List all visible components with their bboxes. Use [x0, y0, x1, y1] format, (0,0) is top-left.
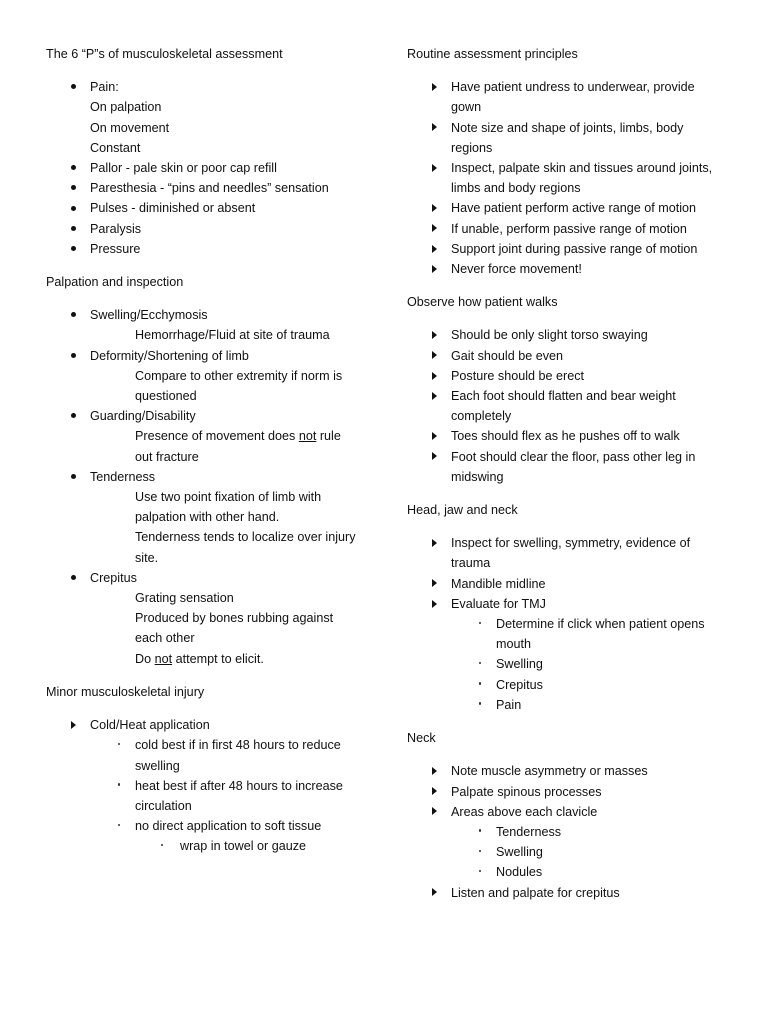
crepitus-sub-line: Do not attempt to elicit.: [135, 651, 264, 666]
arrow-bullet-icon: [427, 325, 441, 345]
arrow-bullet-icon: [427, 574, 441, 594]
list-item: Foot should clear the floor, pass other leg in midswing: [407, 447, 737, 487]
tmj-sublist: [451, 614, 737, 715]
list-item: Have patient undress to underwear, provide gown: [407, 77, 737, 117]
arrow-bullet-icon: [427, 118, 441, 138]
bullet-dot-icon: [66, 158, 80, 178]
heading-neck: Neck: [407, 731, 436, 746]
bullet-dot-icon: [66, 178, 80, 198]
list-item-guarding: Guarding/Disability Presence of movement does not rule out fracture: [46, 406, 386, 467]
pain-sub: Constant: [90, 140, 141, 155]
list-item: Each foot should flatten and bear weight completely: [407, 386, 737, 426]
list-item-paralysis: Paralysis: [46, 219, 386, 239]
right-column: [407, 44, 737, 916]
arrow-bullet-icon: [427, 366, 441, 386]
list-item-swelling: Swelling: [451, 654, 737, 674]
list-item-crepitus: Crepitus Grating sensation Produced by bones rubbing against each other Do not attempt to elicit.: [46, 568, 386, 669]
routine-list: [407, 77, 737, 279]
arrow-bullet-icon: [427, 386, 441, 406]
arrow-bullet-icon: [427, 802, 441, 822]
bullet-dot-icon: [66, 198, 80, 218]
heading-routine: Routine assessment principles: [407, 47, 578, 61]
small-dot-icon: [112, 735, 126, 755]
small-dot-icon: [473, 654, 487, 674]
list-item-cold: cold best if in first 48 hours to reduce swelling: [90, 735, 386, 775]
bullet-dot-icon: [66, 219, 80, 239]
heading-walk: Observe how patient walks: [407, 295, 558, 310]
list-item-no-direct: no direct application to soft tissue wrap in towel or gauze: [90, 816, 386, 856]
arrow-bullet-icon: [427, 782, 441, 802]
list-item-swelling: Swelling: [451, 842, 737, 862]
list-item-asymmetry: Note muscle asymmetry or masses: [407, 761, 737, 781]
small-dot-icon: [473, 862, 487, 882]
list-item: Should be only slight torso swaying: [407, 325, 737, 345]
list-item: If unable, perform passive range of motion: [407, 219, 737, 239]
list-item-heat: heat best if after 48 hours to increase circulation: [90, 776, 386, 816]
small-dot-icon: [155, 836, 169, 856]
cold-heat-sublist: [90, 735, 386, 856]
arrow-bullet-icon: [427, 447, 441, 467]
small-dot-icon: [473, 695, 487, 715]
list-item-pain: Pain: On palpation On movement Constant: [46, 77, 386, 158]
bullet-dot-icon: [66, 467, 80, 487]
list-item-nodules: Nodules: [451, 862, 737, 882]
heading-head-jaw-neck: Head, jaw and neck: [407, 503, 518, 518]
small-dot-icon: [473, 614, 487, 634]
head-list: [407, 533, 737, 715]
list-item-mandible: Mandible midline: [407, 574, 737, 594]
list-item-spinous: Palpate spinous processes: [407, 782, 737, 802]
arrow-bullet-icon: [427, 426, 441, 446]
list-item-tmj: Evaluate for TMJ Determine if click when patient opens mouth Swelling Crepitus Pain: [407, 594, 737, 715]
six-p-list: [46, 77, 386, 259]
list-item: Note size and shape of joints, limbs, body regions: [407, 118, 737, 158]
small-dot-icon: [473, 675, 487, 695]
list-item-pressure: Pressure: [46, 239, 386, 259]
list-item-tenderness: Tenderness Use two point fixation of limb with palpation with other hand. Tenderness tends to localize over injury site.: [46, 467, 386, 568]
bullet-dot-icon: [66, 305, 80, 325]
arrow-bullet-icon: [427, 259, 441, 279]
list-item: Toes should flex as he pushes off to walk: [407, 426, 737, 446]
arrow-bullet-icon: [427, 761, 441, 781]
small-dot-icon: [473, 842, 487, 862]
bullet-dot-icon: [66, 568, 80, 588]
bullet-dot-icon: [66, 77, 80, 97]
minor-injury-list: [46, 715, 386, 856]
list-item-paresthesia: Paresthesia - “pins and needles” sensation: [46, 178, 386, 198]
arrow-bullet-icon: [427, 219, 441, 239]
arrow-bullet-icon: [427, 239, 441, 259]
neck-list: [407, 761, 737, 902]
arrow-bullet-icon: [427, 158, 441, 178]
no-direct-sublist: [135, 836, 386, 856]
list-item-crepitus: Crepitus: [451, 675, 737, 695]
small-dot-icon: [112, 776, 126, 796]
list-item-tenderness: Tenderness: [451, 822, 737, 842]
list-item-listen: Listen and palpate for crepitus: [407, 883, 737, 903]
clavicle-sublist: [451, 822, 737, 883]
list-item: Support joint during passive range of motion: [407, 239, 737, 259]
heading-six-p: The 6 “P”s of musculoskeletal assessment: [46, 47, 283, 61]
pain-sub: On palpation: [90, 100, 162, 115]
bullet-dot-icon: [66, 406, 80, 426]
guarding-sub-line: Presence of movement does not rule: [135, 429, 341, 444]
arrow-bullet-icon: [427, 533, 441, 553]
left-column: [46, 44, 386, 870]
arrow-bullet-icon: [427, 198, 441, 218]
list-item-inspect: Inspect for swelling, symmetry, evidence of trauma: [407, 533, 737, 573]
list-item-pallor: Pallor - pale skin or poor cap refill: [46, 158, 386, 178]
list-item: Never force movement!: [407, 259, 737, 279]
list-item-pain: Pain: [451, 695, 737, 715]
arrow-bullet-icon: [427, 77, 441, 97]
list-item: Gait should be even: [407, 346, 737, 366]
list-item-wrap: wrap in towel or gauze: [135, 836, 386, 856]
small-dot-icon: [473, 822, 487, 842]
walk-list: [407, 325, 737, 487]
list-item: Posture should be erect: [407, 366, 737, 386]
heading-palpation: Palpation and inspection: [46, 275, 184, 290]
arrow-bullet-icon: [427, 883, 441, 903]
heading-minor-injury: Minor musculoskeletal injury: [46, 684, 205, 699]
palpation-list: [46, 305, 386, 669]
list-item: Have patient perform active range of motion: [407, 198, 737, 218]
list-item-clavicle: Areas above each clavicle Tenderness Swelling Nodules: [407, 802, 737, 883]
small-dot-icon: [112, 816, 126, 836]
arrow-bullet-icon: [66, 715, 80, 735]
list-item-swelling: Swelling/Ecchymosis Hemorrhage/Fluid at site of trauma: [46, 305, 386, 345]
list-item-pulses: Pulses - diminished or absent: [46, 198, 386, 218]
list-item-click: Determine if click when patient opens mouth: [451, 614, 737, 654]
list-item-deformity: Deformity/Shortening of limb Compare to other extremity if norm is questioned: [46, 346, 386, 407]
arrow-bullet-icon: [427, 346, 441, 366]
bullet-dot-icon: [66, 239, 80, 259]
arrow-bullet-icon: [427, 594, 441, 614]
list-item: Inspect, palpate skin and tissues around joints, limbs and body regions: [407, 158, 737, 198]
pain-sub: On movement: [90, 120, 170, 135]
list-item-cold-heat: Cold/Heat application cold best if in first 48 hours to reduce swelling heat best if after 48 hours to increase circulation no direct application to soft tissue wrap in towel or gauze: [46, 715, 386, 856]
bullet-dot-icon: [66, 346, 80, 366]
